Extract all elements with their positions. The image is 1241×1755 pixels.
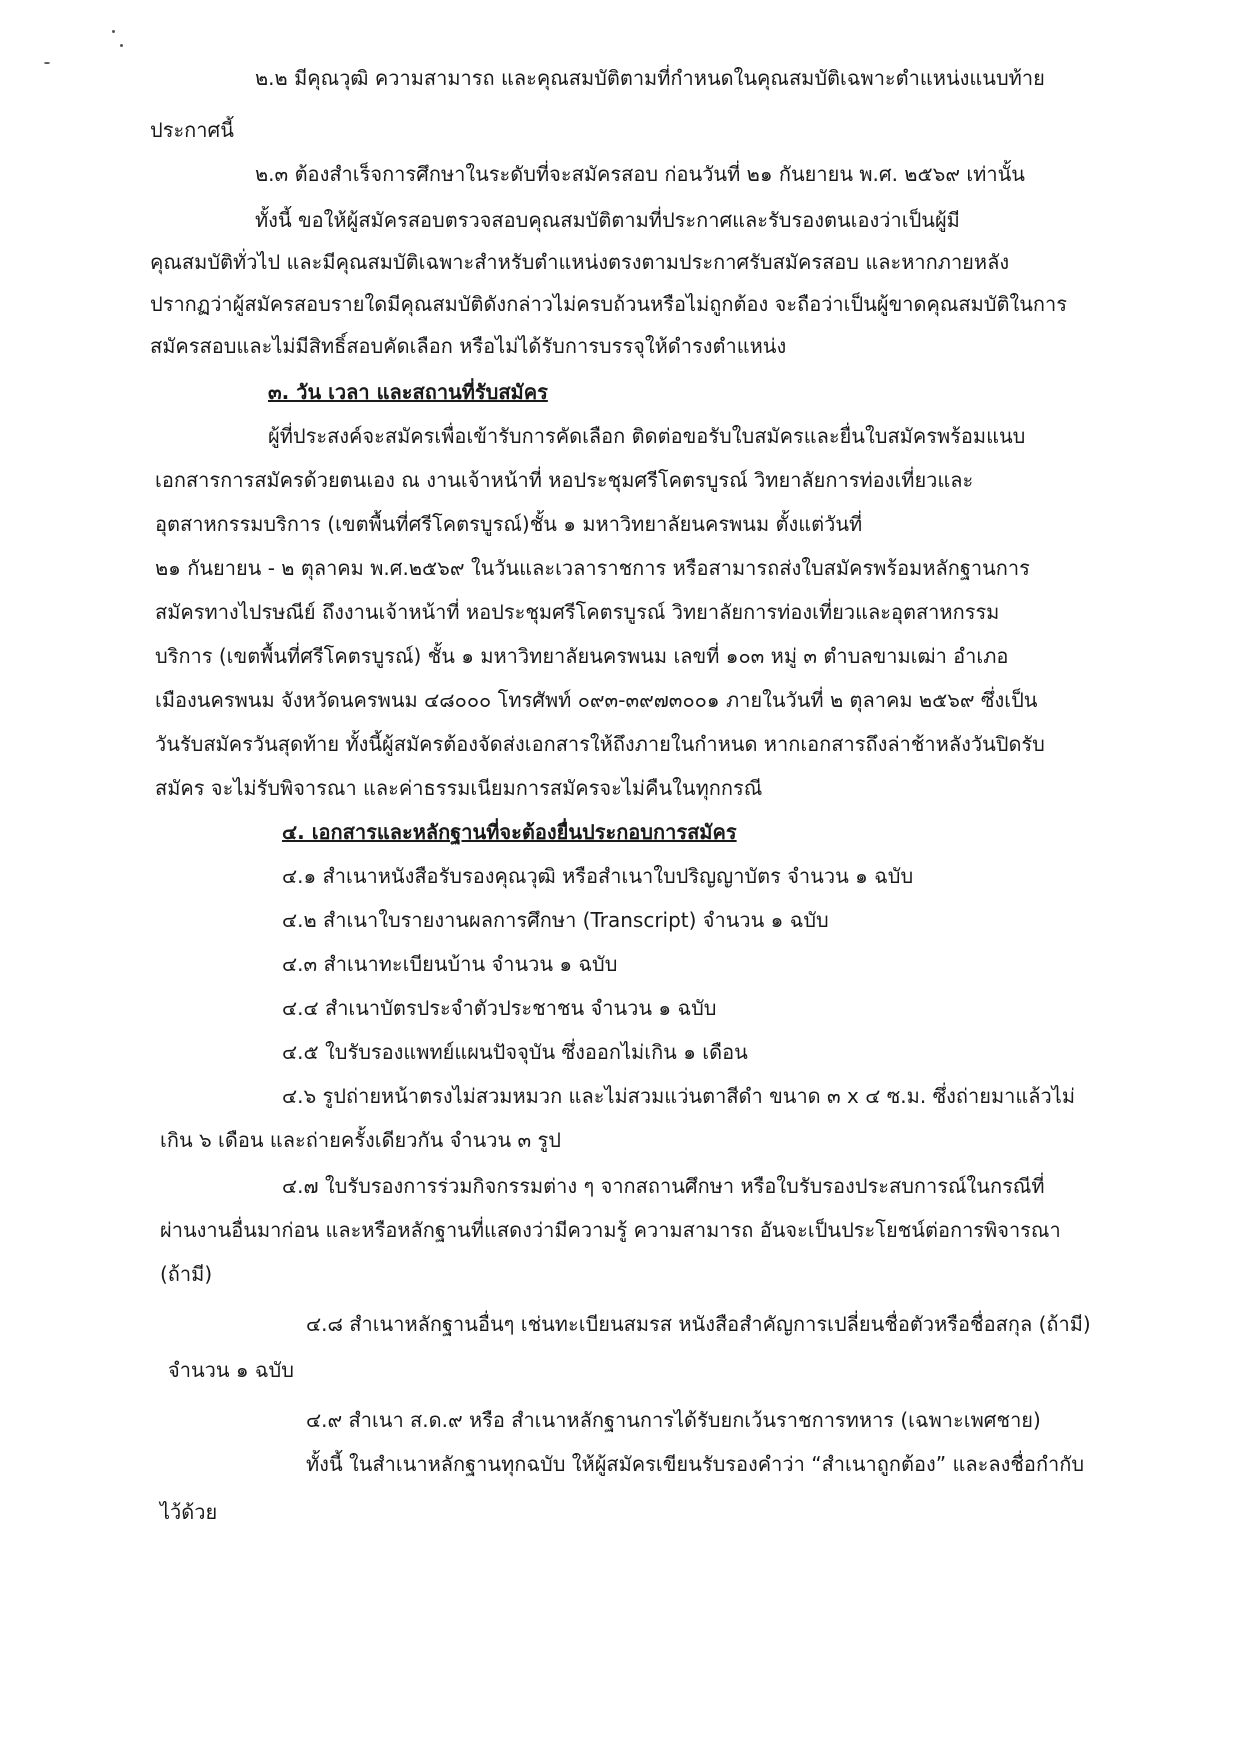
item-4-9: ๔.๙ สำเนา ส.ด.๙ หรือ สำเนาหลักฐานการได้รับยกเว้นราชการทหาร (เฉพาะเพศชาย) — [306, 1408, 1041, 1432]
section-2-3: ๒.๓ ต้องสำเร็จการศึกษาในระดับที่จะสมัครสอบ ก่อนวันที่ ๒๑ กันยายน พ.ศ. ๒๕๖๙ เท่านั้น — [255, 162, 1025, 186]
item-4-5: ๔.๕ ใบรับรองแพทย์แผนปัจจุบัน ซึ่งออกไม่เกิน ๑ เดือน — [282, 1040, 748, 1064]
item-4-4: ๔.๔ สำเนาบัตรประจำตัวประชาชน จำนวน ๑ ฉบับ — [282, 996, 717, 1020]
note-2-line-1: ทั้งนี้ ในสำเนาหลักฐานทุกฉบับ ให้ผู้สมัครเขียนรับรองคำว่า “สำเนาถูกต้อง” และลงชื่อกำกับ — [306, 1452, 1085, 1476]
section-3-line-9: สมัคร จะไม่รับพิจารณา และค่าธรรมเนียมการสมัครจะไม่คืนในทุกกรณี — [155, 776, 763, 800]
note-1-line-4: สมัครสอบและไม่มีสิทธิ์สอบคัดเลือก หรือไม่ได้รับการบรรจุให้ดำรงตำแหน่ง — [150, 334, 787, 358]
note-2-line-2: ไว้ด้วย — [160, 1500, 218, 1524]
section-3-line-8: วันรับสมัครวันสุดท้าย ทั้งนี้ผู้สมัครต้องจัดส่งเอกสารให้ถึงภายในกำหนด หากเอกสารถึงล่าช้าหลังวันปิดรับ — [155, 732, 1045, 756]
item-4-7-line-3: (ถ้ามี) — [160, 1262, 213, 1286]
item-4-1: ๔.๑ สำเนาหนังสือรับรองคุณวุฒิ หรือสำเนาใบปริญญาบัตร จำนวน ๑ ฉบับ — [282, 864, 914, 888]
section-3-line-1: ผู้ที่ประสงค์จะสมัครเพื่อเข้ารับการคัดเลือก ติดต่อขอรับใบสมัครและยื่นใบสมัครพร้อมแนบ — [268, 424, 1026, 448]
item-4-7-line-1: ๔.๗ ใบรับรองการร่วมกิจกรรมต่าง ๆ จากสถานศึกษา หรือใบรับรองประสบการณ์ในกรณีที่ — [282, 1174, 1045, 1198]
item-4-8-line-2: จำนวน ๑ ฉบับ — [168, 1358, 294, 1382]
note-1-line-3: ปรากฏว่าผู้สมัครสอบรายใดมีคุณสมบัติดังกล่าวไม่ครบถ้วนหรือไม่ถูกต้อง จะถือว่าเป็นผู้ขาดคุณสมบัติในการ — [150, 292, 1068, 316]
section-4-heading: ๔. เอกสารและหลักฐานที่จะต้องยื่นประกอบการสมัคร — [282, 820, 737, 844]
section-3-line-3: อุตสาหกรรมบริการ (เขตพื้นที่ศรีโคตรบูรณ์)ชั้น ๑ มหาวิทยาลัยนครพนม ตั้งแต่วันที่ — [155, 512, 863, 536]
item-4-6-line-2: เกิน ๖ เดือน และถ่ายครั้งเดียวกัน จำนวน ๓ รูป — [160, 1128, 561, 1152]
item-4-7-line-2: ผ่านงานอื่นมาก่อน และหรือหลักฐานที่แสดงว่ามีความรู้ ความสามารถ อันจะเป็นประโยชน์ต่อการพิจารณา — [160, 1218, 1061, 1242]
scan-speck — [120, 44, 123, 47]
note-1-line-2: คุณสมบัติทั่วไป และมีคุณสมบัติเฉพาะสำหรับตำแหน่งตรงตามประกาศรับสมัครสอบ และหากภายหลัง — [150, 250, 1010, 274]
scan-speck — [112, 30, 115, 33]
section-3-line-2: เอกสารการสมัครด้วยตนเอง ณ งานเจ้าหน้าที่ หอประชุมศรีโคตรบูรณ์ วิทยาลัยการท่องเที่ยวและ — [155, 468, 974, 492]
section-2-2-line-2: ประกาศนี้ — [150, 118, 234, 142]
section-3-heading: ๓. วัน เวลา และสถานที่รับสมัคร — [268, 380, 548, 404]
section-3-line-7: เมืองนครพนม จังหวัดนครพนม ๔๘๐๐๐ โทรศัพท์ ๐๙๓-๓๙๗๓๐๐๑ ภายในวันที่ ๒ ตุลาคม ๒๕๖๙ ซึ่งเป็น — [155, 688, 1038, 712]
section-3-line-6: บริการ (เขตพื้นที่ศรีโคตรบูรณ์) ชั้น ๑ มหาวิทยาลัยนครพนม เลขที่ ๑๐๓ หมู่ ๓ ตำบลขามเฒ่า อำเภอ — [155, 644, 1009, 668]
section-2-2-line-1: ๒.๒ มีคุณวุฒิ ความสามารถ และคุณสมบัติตามที่กำหนดในคุณสมบัติเฉพาะตำแหน่งแนบท้าย — [255, 66, 1045, 90]
note-1-line-1: ทั้งนี้ ขอให้ผู้สมัครสอบตรวจสอบคุณสมบัติตามที่ประกาศและรับรองตนเองว่าเป็นผู้มี — [255, 208, 960, 232]
item-4-6-line-1: ๔.๖ รูปถ่ายหน้าตรงไม่สวมหมวก และไม่สวมแว่นตาสีดำ ขนาด ๓ x ๔ ซ.ม. ซึ่งถ่ายมาแล้วไม่ — [282, 1084, 1075, 1108]
item-4-2: ๔.๒ สำเนาใบรายงานผลการศึกษา (Transcript) จำนวน ๑ ฉบับ — [282, 908, 829, 932]
section-3-line-4: ๒๑ กันยายน - ๒ ตุลาคม พ.ศ.๒๕๖๙ ในวันและเวลาราชการ หรือสามารถส่งใบสมัครพร้อมหลักฐานการ — [155, 556, 1030, 580]
section-3-line-5: สมัครทางไปรษณีย์ ถึงงานเจ้าหน้าที่ หอประชุมศรีโคตรบูรณ์ วิทยาลัยการท่องเที่ยวและอุตสาหกรรม — [155, 600, 1000, 624]
item-4-8-line-1: ๔.๘ สำเนาหลักฐานอื่นๆ เช่นทะเบียนสมรส หนังสือสำคัญการเปลี่ยนชื่อตัวหรือชื่อสกุล (ถ้ามี) — [306, 1312, 1091, 1336]
scan-speck — [44, 62, 50, 64]
item-4-3: ๔.๓ สำเนาทะเบียนบ้าน จำนวน ๑ ฉบับ — [282, 952, 618, 976]
